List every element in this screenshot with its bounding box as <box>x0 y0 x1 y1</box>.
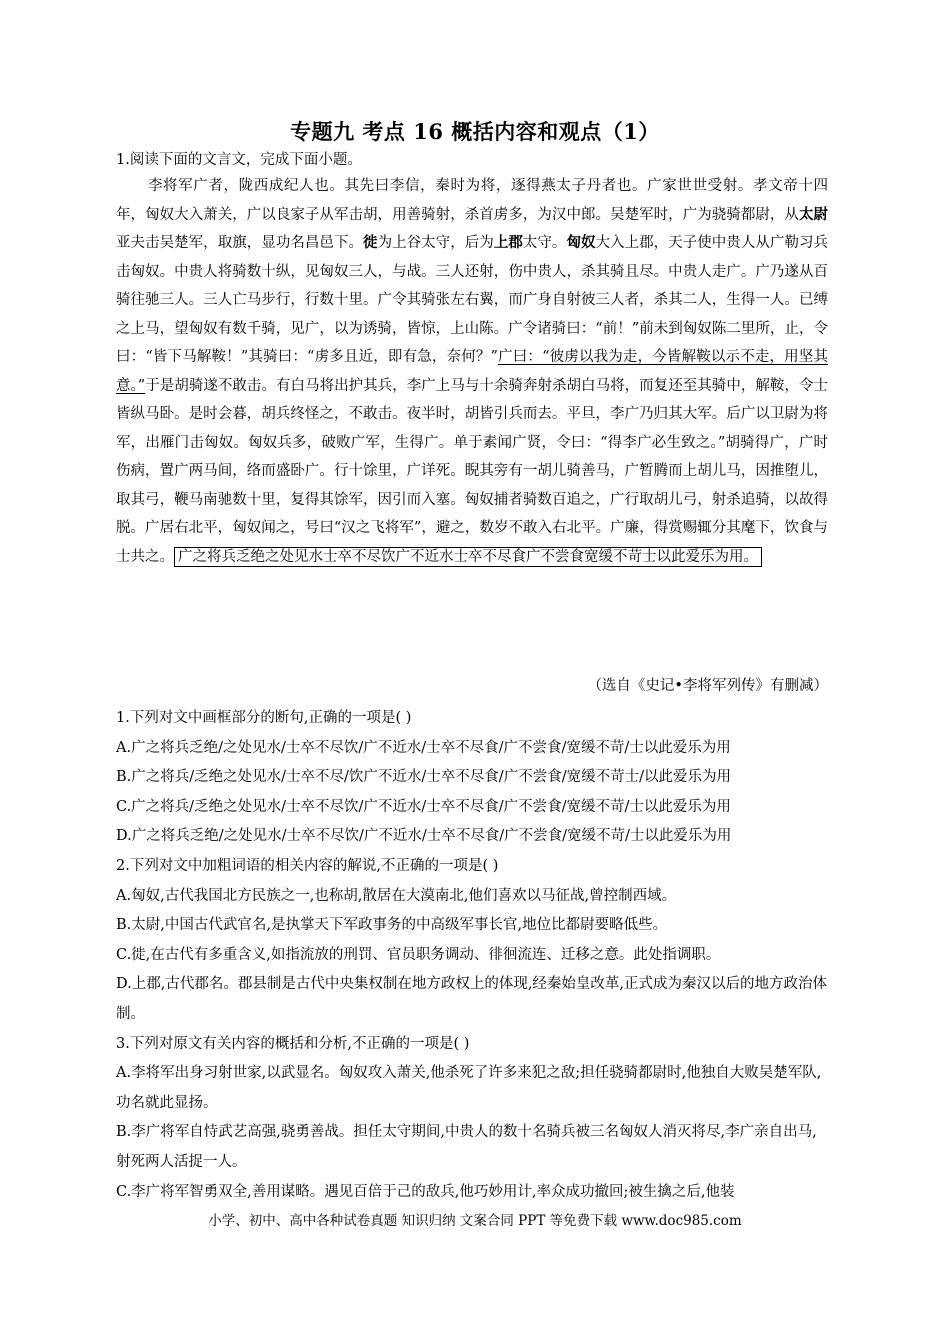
page-title: 专题九 考点 16 概括内容和观点（1） <box>290 119 660 144</box>
passage-text: 李将军广者，陇西成纪人也。其先曰李信，秦时为将，逐得燕太子丹者也。广家世世受射。孝文帝十四年，匈奴大入萧关，广以良家子从军击胡，用善骑射，杀首虏多，为汉中郎。吴楚军时，广为骁骑都尉，从 <box>116 178 828 223</box>
bold-term-xi: 徙 <box>363 234 378 251</box>
bold-term-taiwei: 太尉 <box>798 205 828 223</box>
passage-source: （选自《史记•李将军列传》有删减） <box>587 678 828 694</box>
passage-text: 亚夫击吴楚军，取旗，显功名昌邑下。 <box>116 235 364 251</box>
passage-text: 大入上郡，天子使中贵人从广勒习兵击匈奴。中贵人将骑数十纵，见匈奴三人，与战。三人还射，伤中贵人，杀其骑且尽。中贵人走广。广乃遂从百骑往驰三人。三人亡马步行，行数十里。广令其骑张左右翼，而广身自射彼三人者，杀其二人，生得一人。已缚之上马，望匈奴有数千骑，见广，以为诱骑，皆惊，上山陈。广令诸骑曰：“前！”前未到匈奴陈二里所，止，令曰：“皆下马解鞍！”其骑曰：“虏多且近，即有急，奈何？” <box>116 235 828 365</box>
question-intro: 1.阅读下面的文言文，完成下面小题。 <box>116 152 362 168</box>
classical-passage <box>116 172 828 571</box>
question-option: A.匈奴,古代我国北方民族之一,也称胡,散居在大漠南北,他们喜欢以马征战,曾控制西域。 <box>116 887 677 904</box>
questions-section <box>116 704 830 1207</box>
framed-sentence: 广之将兵乏绝之处见水士卒不尽饮广不近水士卒不尽食广不尝食宽缓不苛士以此爱乐为用。 <box>174 547 762 567</box>
question-option: B.李广将军自恃武艺高强,骁勇善战。担任太守期间,中贵人的数十名骑兵被三名匈奴人消灭将尽,李广亲自出马,射死两人活捉一人。 <box>116 1124 817 1170</box>
passage-text: 为上谷太守，后为 <box>377 235 494 251</box>
question-option: B.太尉,中国古代武官名,是执掌天下军政事务的中高级军事长官,地位比都尉要略低些。 <box>116 917 668 934</box>
question-option: C.徙,在古代有多重含义,如指流放的刑罚、官员职务调动、徘徊流连、迁移之意。此处指调职。 <box>116 946 721 963</box>
page-footer: 小学、初中、高中各种试卷真题 知识归纳 文案合同 PPT 等免费下载 www.doc985.com <box>208 1213 742 1229</box>
question-stem: 3.下列对原文有关内容的概括和分析,不正确的一项是( ) <box>116 1035 470 1052</box>
question-option: A.李将军出身习射世家,以武显名。匈奴攻入萧关,他杀死了许多来犯之敌;担任骁骑都尉时,他独自大败吴楚军队,功名就此显扬。 <box>116 1065 822 1111</box>
underlined-sentence: 广曰：“彼虏以我为走，今皆解鞍以示不走，用坚其意。” <box>116 349 828 394</box>
question-stem: 1.下列对文中画框部分的断句,正确的一项是( ) <box>116 710 412 726</box>
question-option: C.李广将军智勇双全,善用谋略。遇见百倍于己的敌兵,他巧妙用计,率众成功撤回;被生擒之后,他装 <box>116 1183 735 1200</box>
passage-text: 太守。 <box>522 235 567 251</box>
question-option: B.广之将兵/乏绝之处见水/士卒不尽/饮广不近水/士卒不尽食/广不尝食/宽缓不苛士/以此爱乐为用 <box>116 769 731 786</box>
bold-term-xiongnu: 匈奴 <box>566 234 596 251</box>
question-stem: 2.下列对文中加粗词语的相关内容的解说,不正确的一项是( ) <box>116 857 499 874</box>
question-option: A.广之将兵乏绝/之处见水/士卒不尽饮/广不近水/士卒不尽食/广不尝食/宽缓不苛/士以此爱乐为用 <box>116 739 731 756</box>
question-option: D.广之将兵乏绝/之处见水/士卒不尽饮/广不近水/士卒不尽食/广不尝食/宽缓不苛/士以此爱乐为用 <box>116 828 732 845</box>
question-option: D.上郡,古代郡名。郡县制是古代中央集权制在地方政权上的体现,经秦始皇改革,正式成为秦汉以后的地方政治体制。 <box>116 976 828 1022</box>
passage-paragraph <box>116 172 828 571</box>
question-option: C.广之将兵/乏绝之处见水/士卒不尽饮/广不近水/士卒不尽食/广不尝食/宽缓不苛/士以此爱乐为用 <box>116 798 731 815</box>
bold-term-shangjun: 上郡 <box>493 234 523 251</box>
passage-text: 于是胡骑遂不敢击。有白马将出护其兵，李广上马与十余骑奔射杀胡白马将，而复还至其骑中，解鞍，令士皆纵马卧。是时会暮，胡兵终怪之，不敢击。夜半时，胡皆引兵而去。平旦，李广乃归其大军。后广以卫尉为将军，出雁门击匈奴。匈奴兵多，破败广军，生得广。单于素闻广贤，令曰：“得李广必生致之。”胡骑得广，广时伤病，置广两马间，络而盛卧广。行十馀里，广详死。睨其旁有一胡儿骑善马，广暂腾而上胡儿马，因推堕儿，取其弓，鞭马南驰数十里，复得其馀军，因引而入塞。匈奴捕者骑数百追之，广行取胡儿弓，射杀追骑，以故得脱。广居右北平，匈奴闻之，号曰“汉之飞将军”，避之，数岁不敢入右北平。广廉，得赏赐辄分其麾下，饮食与士共之。 <box>116 377 828 565</box>
